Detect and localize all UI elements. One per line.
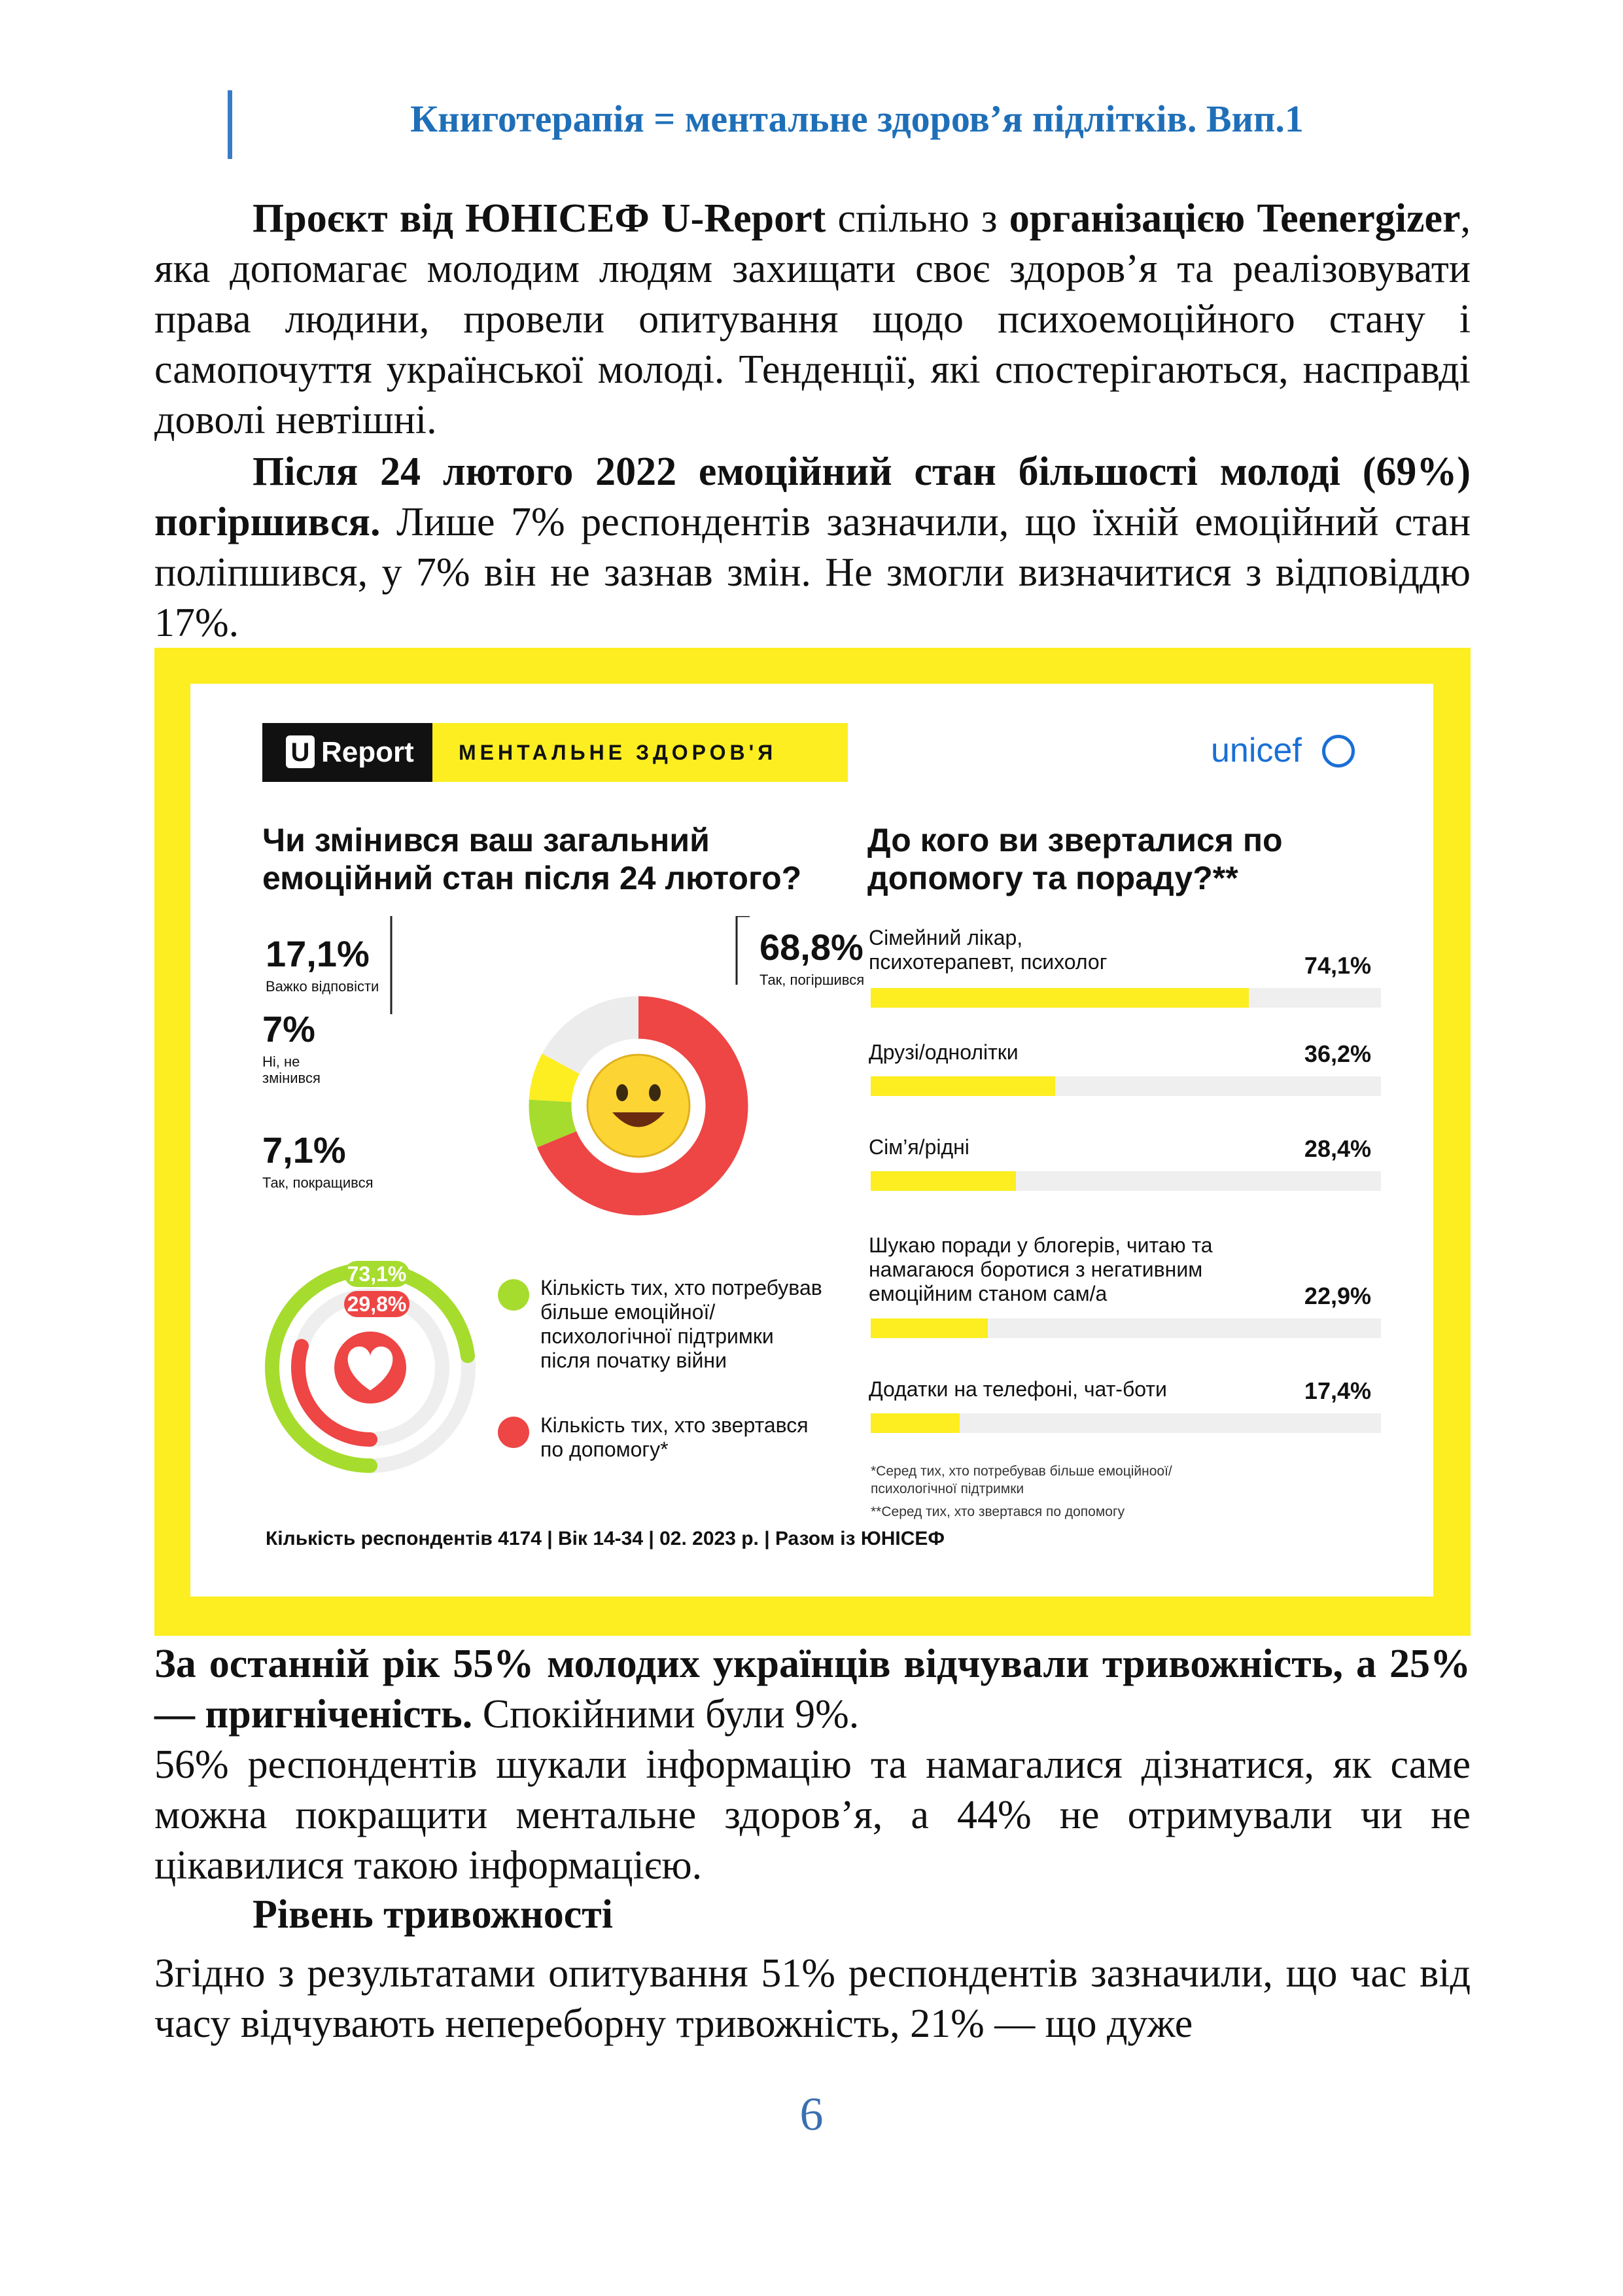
- page-header-title: Книготерапія = ментальне здоров’я підлітків. Вип.1: [410, 97, 1304, 140]
- footnote-2: **Серед тих, хто звертався по допомогу: [871, 1504, 1125, 1519]
- bar-track-family: [871, 1171, 1381, 1191]
- bar-value-doctor: 74,1%: [1304, 952, 1371, 979]
- paragraph-info-seeking: 56% респондентів шукали інформацію та намагалися дізнатися, як саме можна покращити ментальне здоров’я, а 44% не отримували чи не цікавилися такою інформацією.: [154, 1742, 1471, 1888]
- bold-span: За останній рік 55% молодих українців відчували тривожність, а 25% — пригніченість.: [154, 1642, 1471, 1737]
- donut-pct-nochange: 7%: [262, 1008, 315, 1050]
- paragraph-survey-results: Згідно з результатами опитування 51% респондентів зазначили, що час від часу відчувають непереборну тривожність, 21% — що дуже: [154, 1951, 1471, 2046]
- donut-pct-hard: 17,1%: [266, 933, 370, 974]
- ring-outer-pct: 73,1%: [344, 1261, 410, 1287]
- donut-label-nochange-2: змінився: [262, 1070, 321, 1086]
- smiley-eye: [616, 1084, 628, 1101]
- bold-span: Після 24 лютого 2022 емоційний стан більшості молоді (69%) погіршився.: [154, 450, 1471, 544]
- ureport-logo-mark: U: [286, 735, 315, 768]
- bar-track-doctor: [871, 988, 1381, 1008]
- unicef-logo-text: unicef: [1211, 732, 1302, 769]
- bar-value-bloggers: 22,9%: [1304, 1282, 1371, 1309]
- leader-line-hard: [374, 916, 391, 1014]
- page-number: 6: [799, 2088, 824, 2140]
- bar-label-family: Сім’я/рідні: [869, 1135, 969, 1159]
- infographic-footer: Кількість респондентів 4174 | Вік 14-34 | 02. 2023 р. | Разом із ЮНІСЕФ: [266, 1528, 945, 1549]
- bar-fill-bloggers: [871, 1318, 988, 1338]
- infographic-card: [190, 684, 1433, 1597]
- bar-label-bloggers: Шукаю поради у блогерів, читаю та намагаюся боротися з негативним емоційним станом сам/а: [869, 1233, 1213, 1305]
- bold-span: Проєкт від ЮНІСЕФ U-Report: [253, 196, 826, 241]
- bar-value-apps: 17,4%: [1304, 1377, 1371, 1404]
- section-heading-anxiety-level: Рівень тривожності: [253, 1892, 613, 1937]
- donut-label-worse: Так, погіршився: [759, 972, 865, 988]
- bar-fill-doctor: [871, 988, 1249, 1008]
- unicef-globe-icon: [1322, 735, 1355, 768]
- smiley-face-icon: [587, 1055, 689, 1157]
- header-accent-bar: [228, 90, 232, 159]
- leader-line-worse: [737, 916, 750, 985]
- infographic-frame: [154, 648, 1471, 1636]
- legend-needed-support: Кількість тих, хто потребував більше емоційної/психологічної підтримки після початку війни: [540, 1276, 822, 1372]
- bar-track-apps: [871, 1413, 1381, 1433]
- donut-slice-nochange: [550, 1064, 561, 1101]
- paragraph-emotional-state: [154, 447, 1471, 648]
- bar-label-apps: Додатки на телефоні, чат-боти: [869, 1377, 1167, 1401]
- donut-label-hard: Важко відповісти: [266, 978, 379, 995]
- bar-label-doctor: Сімейний лікар, психотерапевт, психолог: [869, 926, 1108, 974]
- donut-label-better: Так, покращився: [262, 1174, 374, 1191]
- bar-value-friends: 36,2%: [1304, 1040, 1371, 1067]
- donut-pct-better: 7,1%: [262, 1129, 346, 1171]
- text-span: спільно з: [826, 196, 1009, 241]
- donut-label-nochange-1: Ні, не: [262, 1053, 300, 1070]
- paragraph-anxiety-stats: [154, 1639, 1471, 1891]
- bar-fill-family: [871, 1171, 1016, 1191]
- text-span: Лише 7% респондентів зазначили, що їхній емоційний стан поліпшився, у 7% він не зазнав змін. Не змогли визначитися з відповіддю 17%.: [154, 500, 1471, 645]
- ureport-logo-text: Report: [321, 736, 414, 768]
- emotional-state-donut-chart: [374, 916, 779, 1256]
- text-span: Спокійними були 9%.: [472, 1692, 860, 1737]
- bar-value-family: 28,4%: [1304, 1135, 1371, 1162]
- text-span: , яка допомагає молодим людям захищати своє здоров’я та реалізовувати права людини, провели опитування щодо психоемоційного стану і самопочуття української молоді. Тенденції, які спостерігаються, насправді доволі невтішні.: [154, 196, 1471, 442]
- legend-dot-sought: [498, 1417, 529, 1448]
- bold-span: організацією Teenergizer: [1009, 196, 1461, 241]
- paragraph-intro: [154, 194, 1471, 446]
- ureport-logo: [262, 723, 432, 782]
- donut-slice-better: [550, 1101, 557, 1139]
- right-question: До кого ви зверталися по допомогу та пораду?**: [867, 822, 1283, 896]
- bar-track-friends: [871, 1076, 1381, 1096]
- bar-fill-apps: [871, 1413, 960, 1433]
- bar-label-friends: Друзі/однолітки: [869, 1040, 1019, 1064]
- legend-sought-help: Кількість тих, хто звертався по допомогу*: [540, 1413, 809, 1461]
- left-question: Чи змінився ваш загальний емоційний стан після 24 лютого?: [262, 822, 802, 896]
- mental-health-band: МЕНТАЛЬНЕ ЗДОРОВ'Я: [432, 723, 848, 782]
- bar-fill-friends: [871, 1076, 1055, 1096]
- smiley-eye: [649, 1084, 661, 1101]
- footnote-1: *Серед тих, хто потребував більше емоційноої/ психологічної підтримки: [871, 1464, 1172, 1496]
- donut-pct-worse: 68,8%: [759, 927, 864, 968]
- legend-dot-needed: [498, 1279, 529, 1311]
- bar-track-bloggers: [871, 1318, 1381, 1338]
- ring-inner-pct: 29,8%: [344, 1291, 410, 1317]
